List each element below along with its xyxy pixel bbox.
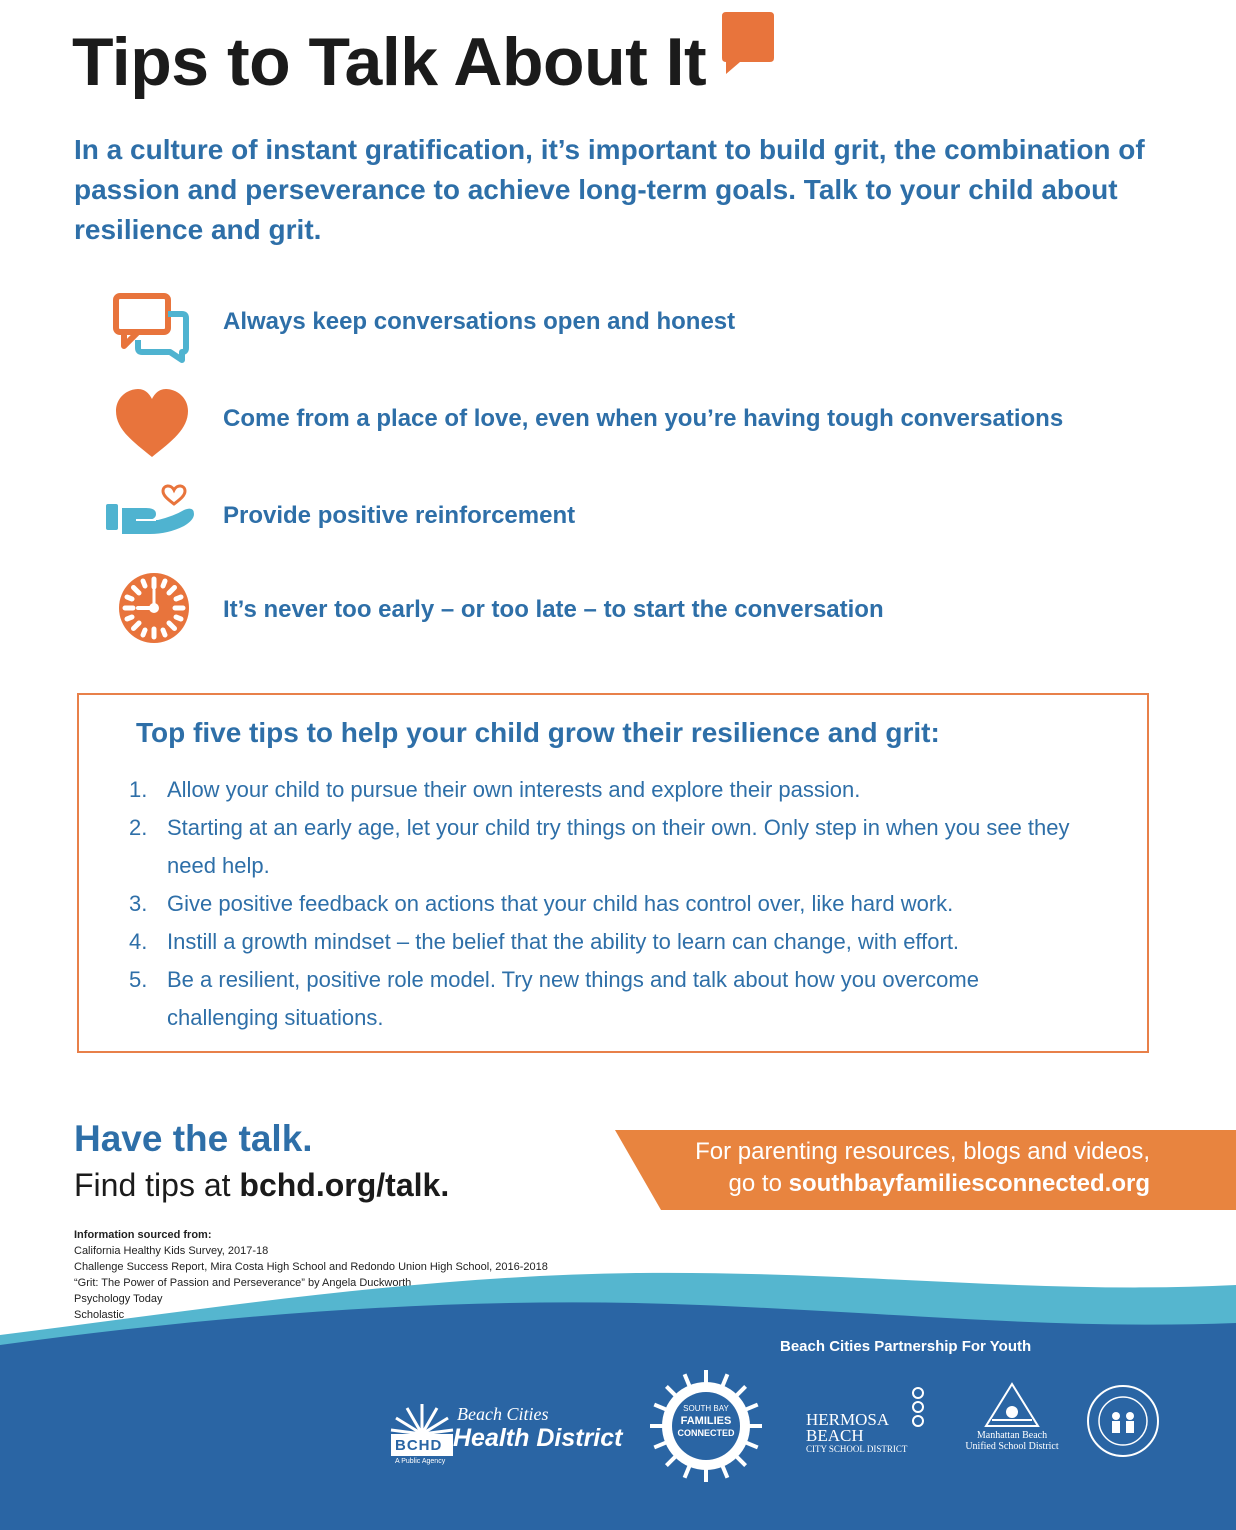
hermosa-line3: CITY SCHOOL DISTRICT — [806, 1444, 908, 1454]
sbfc-link[interactable]: southbayfamiliesconnected.org — [788, 1170, 1150, 1197]
source-item: California Healthy Kids Survey, 2017-18 — [74, 1245, 269, 1257]
source-item: Psychology Today — [74, 1293, 163, 1305]
list-item — [129, 809, 1089, 885]
list-text: Starting at an early age, let your child try things on their own. Only step in when you see they need help. — [167, 815, 1070, 878]
find-tips-line — [74, 1167, 449, 1204]
tip-text: Provide positive reinforcement — [223, 502, 576, 529]
sbfc-line3: CONNECTED — [677, 1428, 735, 1438]
source-item: Scholastic — [74, 1309, 125, 1321]
source-item: “Grit: The Power of Passion and Perseverance” by Angela Duckworth — [74, 1277, 412, 1289]
hermosa-line2: BEACH — [806, 1426, 864, 1445]
sources-title: Information sourced from: — [74, 1229, 212, 1241]
find-tips-prefix: Find tips at — [74, 1167, 240, 1203]
list-item — [129, 771, 1089, 809]
list-text: Instill a growth mindset – the belief that the ability to learn can change, with effort. — [167, 929, 960, 954]
list-text: Be a resilient, positive role model. Try new things and talk about how you overcome challenging situations. — [167, 967, 979, 1030]
hand-heart-icon — [100, 480, 200, 560]
tip-text: Come from a place of love, even when you’re having tough conversations — [223, 405, 1064, 432]
bchd-name-line2: Health District — [453, 1424, 623, 1452]
bchd-logo — [387, 1400, 623, 1466]
top-tips-list — [129, 771, 1089, 1037]
sbfc-line1: SOUTH BAY — [683, 1404, 729, 1413]
list-number: 5. — [129, 967, 148, 992]
rbusd-seal — [1086, 1384, 1160, 1458]
speech-bubble-icon — [722, 12, 774, 76]
mbusd-triangle-icon — [962, 1382, 1062, 1430]
list-number: 3. — [129, 891, 148, 916]
mbusd-line2: Unified School District — [965, 1441, 1059, 1452]
list-number: 2. — [129, 815, 148, 840]
list-text: Allow your child to pursue their own interests and explore their passion. — [167, 777, 861, 802]
tip-item — [100, 572, 1200, 652]
bchd-abbr: BCHD — [395, 1437, 443, 1454]
sbfc-line2: FAMILIES — [680, 1415, 732, 1427]
bchd-tagline: A Public Agency — [395, 1458, 446, 1465]
list-item — [129, 961, 1089, 1037]
source-item: Challenge Success Report, Mira Costa High School and Redondo Union High School, 2016-2018 — [74, 1261, 548, 1273]
bchd-name-line1: Beach Cities — [457, 1404, 549, 1424]
banner-line2-prefix: go to — [728, 1170, 789, 1197]
bchd-talk-link[interactable]: bchd.org/talk. — [239, 1167, 450, 1203]
resources-banner — [615, 1130, 1236, 1210]
list-text: Give positive feedback on actions that your child has control over, like hard work. — [167, 891, 954, 916]
hermosa-line1: HERMOSA — [806, 1410, 890, 1429]
list-number: 1. — [129, 777, 148, 802]
clock-icon — [100, 572, 200, 652]
page-title: Tips to Talk About It — [72, 24, 707, 100]
rbusd-seal-icon — [1086, 1384, 1160, 1458]
hermosa-rings-icon — [910, 1386, 926, 1436]
top-tips-heading: Top five tips to help your child grow their resilience and grit: — [136, 717, 940, 748]
tip-item — [100, 480, 1200, 560]
heart-icon — [100, 387, 200, 467]
chat-bubbles-icon — [100, 290, 200, 370]
banner-line1: For parenting resources, blogs and videos, — [695, 1138, 1150, 1165]
tip-text: It’s never too early – or too late – to start the conversation — [223, 596, 884, 623]
banner-line2 — [729, 1170, 1150, 1198]
tip-item — [100, 387, 1200, 467]
have-the-talk-heading: Have the talk. — [74, 1118, 313, 1159]
list-item — [129, 885, 1089, 923]
hermosa-beach-logo — [806, 1386, 936, 1466]
list-number: 4. — [129, 929, 148, 954]
tip-item — [100, 290, 1200, 370]
tip-text: Always keep conversations open and honest — [223, 308, 736, 335]
top-tips-box — [77, 693, 1149, 1053]
mbusd-line1: Manhattan Beach — [976, 1430, 1048, 1441]
intro-paragraph: In a culture of instant gratification, it’s important to build grit, the combination of passion and perseverance to achieve long-term goals. Talk to your child about resilience and grit. — [74, 134, 1145, 245]
list-item — [129, 923, 1089, 961]
sbfc-logo — [648, 1368, 764, 1484]
partnership-label: Beach Cities Partnership For Youth — [780, 1338, 1032, 1355]
mbusd-logo — [962, 1382, 1062, 1464]
